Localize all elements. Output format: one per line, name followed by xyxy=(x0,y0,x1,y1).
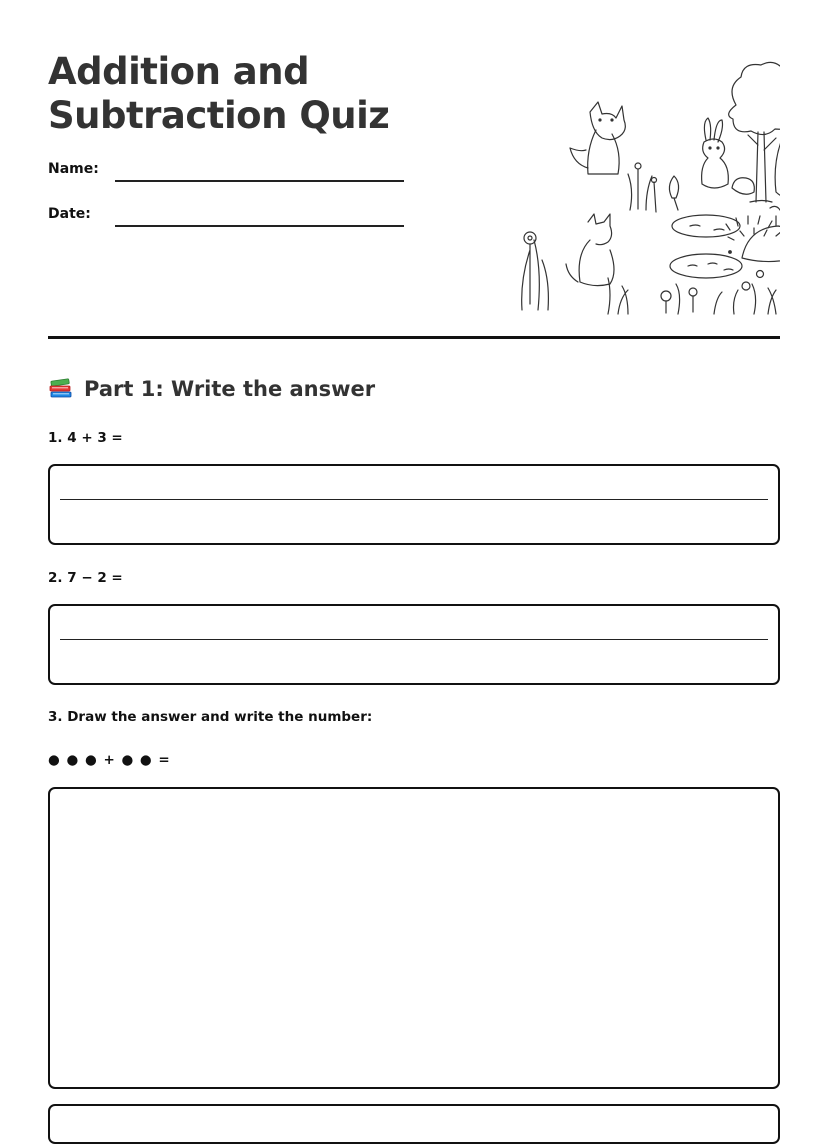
answer-line-2 xyxy=(60,639,768,640)
pine-tree-icon xyxy=(775,130,780,216)
name-line[interactable] xyxy=(115,180,404,182)
pond-icon xyxy=(670,215,742,278)
part1-heading xyxy=(48,372,375,406)
answer-line-1 xyxy=(60,499,768,500)
question-1: 1. 4 + 3 = xyxy=(48,430,123,446)
rabbit-icon xyxy=(702,118,729,188)
question-3: 3. Draw the answer and write the number: xyxy=(48,709,373,725)
title-line-2: Subtraction Quiz xyxy=(48,94,390,137)
answer-box-1[interactable] xyxy=(48,464,780,545)
name-label: Name: xyxy=(48,161,99,177)
worksheet-page xyxy=(48,0,780,1118)
tree-icon xyxy=(729,62,780,202)
name-field[interactable] xyxy=(48,155,404,185)
header-divider xyxy=(48,336,780,339)
books-icon xyxy=(48,376,74,402)
date-label: Date: xyxy=(48,206,91,222)
mouse-icon xyxy=(732,178,754,195)
hedgehog-icon xyxy=(726,216,780,262)
drawing-box-3[interactable] xyxy=(48,787,780,1089)
woodland-illustration xyxy=(518,60,780,316)
answer-box-2[interactable] xyxy=(48,604,780,685)
fox-icon xyxy=(570,102,625,174)
page-title xyxy=(48,50,468,138)
flowers-icon xyxy=(522,163,780,314)
date-field[interactable] xyxy=(48,200,404,230)
part1-title: Part 1: Write the answer xyxy=(84,377,376,401)
question-3-dots-prompt: ● ● ● + ● ● = xyxy=(48,752,171,768)
date-line[interactable] xyxy=(115,225,404,227)
sitting-fox-icon xyxy=(566,214,614,286)
title-line-1: Addition and xyxy=(48,50,310,93)
answer-box-4[interactable] xyxy=(48,1104,780,1144)
question-2: 2. 7 − 2 = xyxy=(48,570,123,586)
